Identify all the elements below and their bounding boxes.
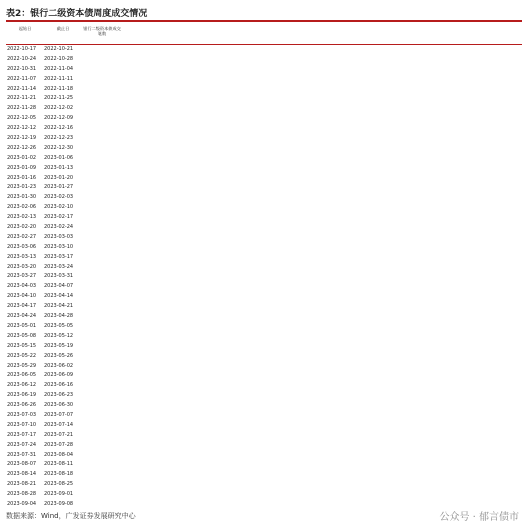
start-date-cell: 2023-03-06 bbox=[7, 243, 37, 250]
table-row bbox=[6, 312, 522, 322]
table-row bbox=[6, 164, 522, 174]
end-date-cell: 2023-01-20 bbox=[44, 174, 74, 181]
start-date-cell: 2022-11-07 bbox=[7, 75, 37, 82]
table-row bbox=[6, 411, 522, 421]
table-row bbox=[6, 55, 522, 65]
table-row bbox=[6, 183, 522, 193]
start-date-cell: 2023-07-03 bbox=[7, 411, 37, 418]
start-date-cell: 2023-04-03 bbox=[7, 283, 37, 290]
start-date-cell: 2022-11-14 bbox=[7, 85, 37, 92]
end-date-cell: 2023-01-27 bbox=[44, 184, 74, 191]
table-row bbox=[6, 480, 522, 490]
table-row bbox=[6, 342, 522, 352]
start-date-cell: 2023-06-26 bbox=[7, 402, 37, 409]
end-date-cell: 2023-05-26 bbox=[44, 352, 74, 359]
start-date-cell: 2022-12-26 bbox=[7, 144, 37, 151]
end-date-cell: 2022-11-25 bbox=[44, 95, 74, 102]
end-date-cell: 2023-03-10 bbox=[44, 243, 74, 250]
start-date-cell: 2022-10-31 bbox=[7, 65, 37, 72]
end-date-cell: 2022-12-23 bbox=[44, 135, 74, 142]
end-date-cell: 2023-07-21 bbox=[44, 431, 74, 438]
start-date-cell: 2023-07-31 bbox=[7, 451, 37, 458]
table-row bbox=[6, 104, 522, 114]
start-date-cell: 2022-10-17 bbox=[7, 46, 37, 52]
table-row bbox=[6, 292, 522, 302]
end-date-cell: 2023-07-07 bbox=[44, 411, 74, 418]
start-date-cell: 2023-05-22 bbox=[7, 352, 37, 359]
end-date-cell: 2022-11-18 bbox=[44, 85, 74, 92]
end-date-cell: 2023-05-05 bbox=[44, 322, 74, 329]
start-date-cell: 2022-12-05 bbox=[7, 115, 37, 122]
start-date-cell: 2023-01-09 bbox=[7, 164, 37, 171]
start-date-cell: 2023-02-20 bbox=[7, 224, 37, 231]
start-date-cell: 2023-02-06 bbox=[7, 204, 37, 211]
start-date-cell: 2023-04-17 bbox=[7, 303, 37, 310]
end-date-cell: 2022-12-16 bbox=[44, 125, 74, 132]
table-row bbox=[6, 45, 522, 55]
end-date-cell: 2023-03-03 bbox=[44, 233, 74, 240]
start-date-cell: 2023-06-19 bbox=[7, 392, 37, 399]
table-row bbox=[6, 193, 522, 203]
end-date-cell: 2023-06-23 bbox=[44, 392, 74, 399]
table-row bbox=[6, 114, 522, 124]
start-date-cell: 2023-01-30 bbox=[7, 194, 37, 201]
end-date-cell: 2023-06-30 bbox=[44, 402, 74, 409]
table-row bbox=[6, 272, 522, 282]
start-date-cell: 2022-12-12 bbox=[7, 125, 37, 132]
table-row bbox=[6, 154, 522, 164]
end-date-cell: 2023-04-28 bbox=[44, 313, 74, 320]
table-row bbox=[6, 362, 522, 372]
end-date-cell: 2023-04-07 bbox=[44, 283, 74, 290]
start-date-cell: 2023-03-27 bbox=[7, 273, 37, 280]
start-date-cell: 2023-07-10 bbox=[7, 421, 37, 428]
end-date-cell: 2023-07-28 bbox=[44, 441, 74, 448]
start-date-cell: 2022-10-24 bbox=[7, 55, 37, 62]
table-row bbox=[6, 65, 522, 75]
end-date-cell: 2022-12-02 bbox=[44, 105, 74, 112]
end-date-cell: 2023-06-09 bbox=[44, 372, 74, 379]
start-date-cell: 2023-01-23 bbox=[7, 184, 37, 191]
table-row bbox=[6, 263, 522, 273]
start-date-cell: 2023-03-13 bbox=[7, 253, 37, 260]
end-date-cell: 2022-11-11 bbox=[44, 75, 74, 82]
title-underline bbox=[6, 20, 522, 22]
header-end-date: 截止日 bbox=[56, 26, 70, 31]
end-date-cell: 2023-02-03 bbox=[44, 194, 74, 201]
start-date-cell: 2023-06-12 bbox=[7, 382, 37, 389]
table-row bbox=[6, 302, 522, 312]
end-date-cell: 2023-08-18 bbox=[44, 471, 74, 478]
table-row bbox=[6, 75, 522, 85]
table-row bbox=[6, 451, 522, 461]
table-row bbox=[6, 371, 522, 381]
end-date-cell: 2023-06-02 bbox=[44, 362, 74, 369]
end-date-cell: 2023-01-13 bbox=[44, 164, 74, 171]
start-date-cell: 2023-08-21 bbox=[7, 481, 37, 488]
start-date-cell: 2023-05-15 bbox=[7, 342, 37, 349]
end-date-cell: 2023-03-17 bbox=[44, 253, 74, 260]
start-date-cell: 2023-04-10 bbox=[7, 293, 37, 300]
start-date-cell: 2022-11-21 bbox=[7, 95, 37, 102]
source-note: 数据来源：Wind，广发证券发展研究中心 bbox=[6, 512, 136, 520]
start-date-cell: 2023-01-16 bbox=[7, 174, 37, 181]
table-row bbox=[6, 282, 522, 292]
start-date-cell: 2023-05-08 bbox=[7, 332, 37, 339]
end-date-cell: 2023-03-24 bbox=[44, 263, 74, 270]
watermark: 公众号 · 郁言债市 bbox=[439, 512, 519, 523]
end-date-cell: 2023-08-11 bbox=[44, 461, 74, 468]
header-start-date: 起始日 bbox=[18, 26, 32, 31]
end-date-cell: 2023-06-16 bbox=[44, 382, 74, 389]
table-row bbox=[6, 144, 522, 154]
end-date-cell: 2022-10-28 bbox=[44, 55, 74, 62]
end-date-cell: 2023-01-06 bbox=[44, 154, 74, 161]
end-date-cell: 2022-11-04 bbox=[44, 65, 74, 72]
table-row bbox=[6, 233, 522, 243]
table-row bbox=[6, 332, 522, 342]
table-row bbox=[6, 381, 522, 391]
start-date-cell: 2023-07-24 bbox=[7, 441, 37, 448]
table-row bbox=[6, 203, 522, 213]
end-date-cell: 2023-03-31 bbox=[44, 273, 74, 280]
table-row bbox=[6, 134, 522, 144]
start-date-cell: 2023-03-20 bbox=[7, 263, 37, 270]
start-date-cell: 2023-08-07 bbox=[7, 461, 37, 468]
table-row bbox=[6, 85, 522, 95]
end-date-cell: 2023-08-04 bbox=[44, 451, 74, 458]
end-date-cell: 2023-05-12 bbox=[44, 332, 74, 339]
table-row bbox=[6, 94, 522, 104]
start-date-cell: 2022-11-28 bbox=[7, 105, 37, 112]
start-date-cell: 2023-05-29 bbox=[7, 362, 37, 369]
start-date-cell: 2023-02-13 bbox=[7, 214, 37, 221]
table-row bbox=[6, 441, 522, 451]
table-body bbox=[6, 45, 522, 510]
start-date-cell: 2023-05-01 bbox=[7, 322, 37, 329]
table-row bbox=[6, 460, 522, 470]
end-date-cell: 2023-07-14 bbox=[44, 421, 74, 428]
start-date-cell: 2023-04-24 bbox=[7, 313, 37, 320]
end-date-cell: 2023-02-24 bbox=[44, 224, 74, 231]
end-date-cell: 2023-09-01 bbox=[44, 491, 74, 498]
table-row bbox=[6, 124, 522, 134]
table-row bbox=[6, 243, 522, 253]
table-row bbox=[6, 322, 522, 332]
start-date-cell: 2023-09-04 bbox=[7, 500, 37, 507]
table-row bbox=[6, 421, 522, 431]
table-row bbox=[6, 213, 522, 223]
end-date-cell: 2023-04-14 bbox=[44, 293, 74, 300]
start-date-cell: 2023-08-28 bbox=[7, 491, 37, 498]
table-row bbox=[6, 401, 522, 411]
table-header bbox=[6, 24, 522, 45]
start-date-cell: 2023-08-14 bbox=[7, 471, 37, 478]
end-date-cell: 2023-09-08 bbox=[44, 500, 74, 507]
bond-trading-table bbox=[6, 24, 522, 510]
table-row bbox=[6, 391, 522, 401]
start-date-cell: 2023-01-02 bbox=[7, 154, 37, 161]
table-row bbox=[6, 431, 522, 441]
end-date-cell: 2022-10-21 bbox=[44, 46, 74, 52]
table-row bbox=[6, 223, 522, 233]
table-row bbox=[6, 253, 522, 263]
end-date-cell: 2023-04-21 bbox=[44, 303, 74, 310]
end-date-cell: 2023-02-10 bbox=[44, 204, 74, 211]
end-date-cell: 2023-02-17 bbox=[44, 214, 74, 221]
end-date-cell: 2023-05-19 bbox=[44, 342, 74, 349]
end-date-cell: 2022-12-09 bbox=[44, 115, 74, 122]
table-row bbox=[6, 174, 522, 184]
start-date-cell: 2022-12-19 bbox=[7, 135, 37, 142]
end-date-cell: 2023-08-25 bbox=[44, 481, 74, 488]
start-date-cell: 2023-06-05 bbox=[7, 372, 37, 379]
table-row bbox=[6, 352, 522, 362]
table-row bbox=[6, 470, 522, 480]
start-date-cell: 2023-02-27 bbox=[7, 233, 37, 240]
start-date-cell: 2023-07-17 bbox=[7, 431, 37, 438]
page-title: 表2：银行二级资本债周度成交情况 bbox=[6, 9, 148, 19]
end-date-cell: 2022-12-30 bbox=[44, 144, 74, 151]
header-trade-count: 银行二级资本债成交笔数 bbox=[83, 26, 121, 36]
table-row bbox=[6, 490, 522, 500]
